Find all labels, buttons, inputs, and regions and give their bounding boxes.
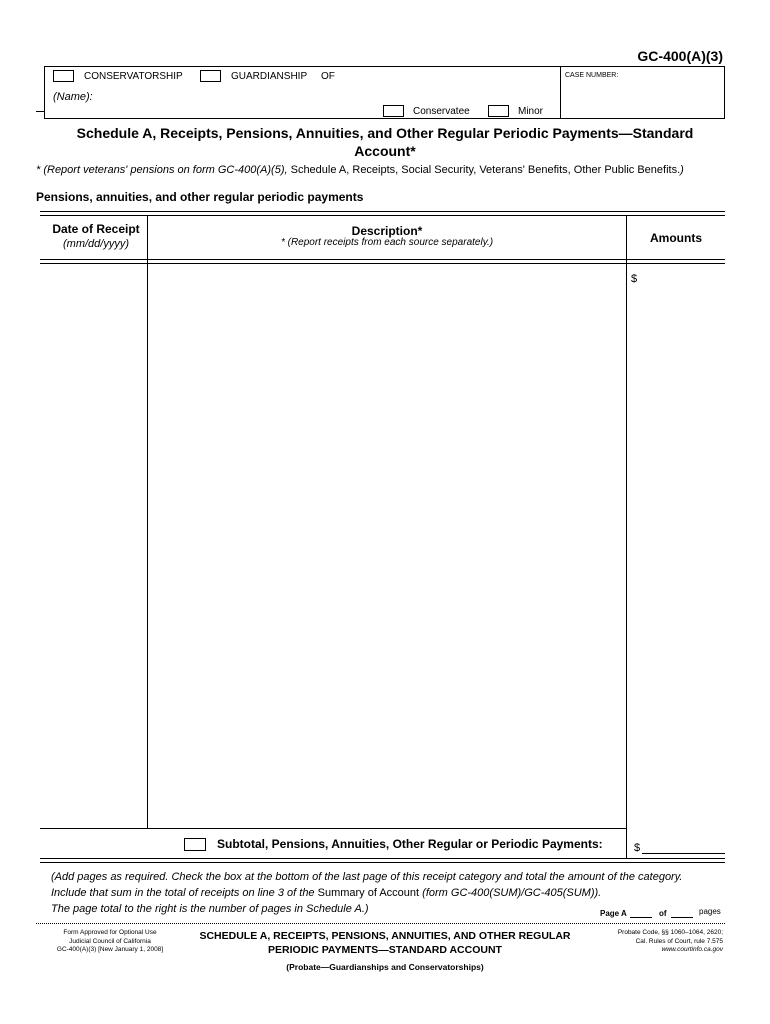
- name-line-tick: [36, 111, 44, 112]
- section-heading: Pensions, annuities, and other regular periodic payments: [36, 190, 364, 204]
- last-page-checkbox[interactable]: [184, 838, 206, 851]
- footer-right: [618, 929, 723, 955]
- subtotal-label: Subtotal, Pensions, Annuities, Other Regular or Periodic Payments:: [217, 837, 603, 851]
- date-column-input[interactable]: [41, 265, 146, 827]
- minor-checkbox[interactable]: [488, 105, 509, 117]
- instructions-line3: The page total to the right is the number of pages in Schedule A.): [51, 903, 369, 915]
- description-header: Description*: [351, 224, 423, 238]
- table-top-border-2: [40, 215, 725, 216]
- guardianship-checkbox[interactable]: [200, 70, 221, 82]
- footer-center-line1: SCHEDULE A, RECEIPTS, PENSIONS, ANNUITIES, AND OTHER REGULAR: [199, 930, 571, 942]
- description-subheader: * (Report receipts from each source separately.): [280, 237, 494, 248]
- footer-left-line3: GC-400(A)(3) [New January 1, 2008]: [56, 946, 164, 953]
- date-subheader: (mm/dd/yyyy): [63, 238, 129, 250]
- table-header-bottom-2: [40, 263, 725, 264]
- instructions-line1: (Add pages as required. Check the box at the bottom of the last page of this receipt category and total the amount of the category.: [51, 871, 683, 883]
- amount-column-divider: [626, 216, 627, 858]
- footer-right-line1: Probate Code, §§ 1060–1064, 2620;: [617, 929, 723, 936]
- form-title-line1: Schedule A, Receipts, Pensions, Annuities, and Other Regular Periodic Payments—Standard: [76, 125, 694, 141]
- amount-dollar-sign: $: [631, 273, 638, 285]
- page-of-label: of: [659, 909, 667, 918]
- footer-separator: [36, 923, 725, 924]
- subtotal-amount-input[interactable]: [643, 838, 725, 852]
- veterans-note-close: ): [680, 164, 684, 176]
- conservatorship-checkbox[interactable]: [53, 70, 74, 82]
- guardianship-label: GUARDIANSHIP: [231, 71, 308, 82]
- form-number: GC-400(A)(3): [637, 48, 723, 64]
- footer-left-line1: Form Approved for Optional Use: [63, 929, 157, 936]
- footer-center-line2: PERIODIC PAYMENTS—STANDARD ACCOUNT: [268, 944, 502, 956]
- instructions-line2-a: Include that sum in the total of receipts on line 3 of the: [51, 887, 318, 899]
- footer-left: [40, 929, 180, 955]
- veterans-note-text: Schedule A, Receipts, Social Security, Veterans' Benefits, Other Public Benefits.: [287, 164, 681, 176]
- subtotal-underline: [642, 853, 725, 854]
- table-bottom-border: [40, 858, 725, 859]
- footer-right-line2: Cal. Rules of Court, rule 7.575: [635, 937, 723, 945]
- caption-divider: [560, 66, 561, 119]
- description-column-input[interactable]: [148, 265, 625, 827]
- minor-label: Minor: [518, 106, 544, 117]
- case-number-input[interactable]: [565, 84, 720, 114]
- footer-center-line3: (Probate—Guardianships and Conservatorships): [286, 962, 484, 972]
- name-label: (Name):: [53, 91, 93, 103]
- of-label: OF: [321, 71, 335, 82]
- pages-label: pages: [699, 907, 721, 916]
- footer-center: [178, 929, 592, 974]
- table-top-border: [40, 211, 725, 212]
- form-title: [40, 124, 730, 160]
- page-number-line: [630, 917, 652, 918]
- instructions-line2: [51, 887, 601, 899]
- total-pages-line: [671, 917, 693, 918]
- form-title-line2: Account*: [354, 143, 416, 159]
- conservatee-label: Conservatee: [413, 106, 470, 117]
- instructions-line2-b: Summary of Account: [317, 887, 420, 899]
- table-bottom-border-2: [40, 862, 725, 863]
- subtotal-dollar-sign: $: [634, 842, 641, 854]
- table-body-bottom: [40, 828, 626, 829]
- veterans-note-italic: * (Report veterans' pensions on form GC-400(A)(5),: [36, 164, 288, 176]
- veterans-note: [36, 164, 684, 176]
- amounts-header: Amounts: [650, 231, 702, 245]
- footer-right-line3: www.courtinfo.ca.gov: [661, 946, 723, 953]
- case-number-label: CASE NUMBER:: [565, 72, 619, 79]
- page-label: Page A: [600, 909, 627, 918]
- instructions-line2-c: (form GC-400(SUM)/GC-405(SUM)).: [419, 887, 602, 899]
- conservatorship-label: CONSERVATORSHIP: [84, 71, 183, 82]
- amount-column-input[interactable]: [640, 265, 724, 827]
- table-header-bottom: [40, 259, 725, 260]
- conservatee-checkbox[interactable]: [383, 105, 404, 117]
- footer-left-line2: Judicial Council of California: [69, 937, 151, 945]
- date-header: Date of Receipt: [52, 222, 140, 236]
